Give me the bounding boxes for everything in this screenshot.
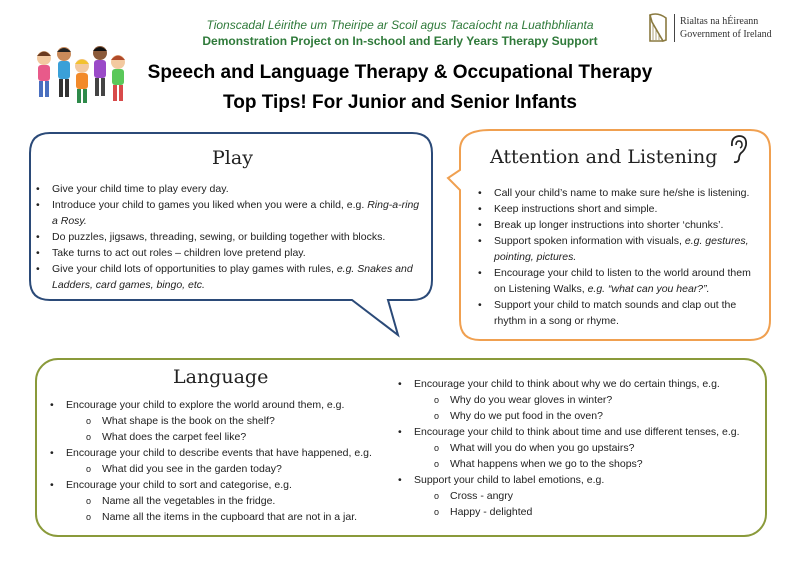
tip-text: Support your child to label emotions, e.g. xyxy=(414,474,605,486)
page-title: Speech and Language Therapy & Occupational Therapy xyxy=(147,62,653,83)
gaelic-project-line: Tionscadal Léirithe um Theiripe ar Scoil agus Tacaíocht na Luathbhlianta xyxy=(206,18,594,32)
example-item: o Name all the vegetables in the fridge. xyxy=(66,493,393,509)
tip-text: Call your child’s name to make sure he/she is listening. xyxy=(494,187,750,199)
tip-item xyxy=(476,233,761,265)
tip-item xyxy=(48,397,393,445)
language-left-list xyxy=(48,397,393,525)
tip-text: Take turns to act out roles – children love pretend play. xyxy=(52,247,306,259)
example-item: o Why do we put food in the oven? xyxy=(414,408,761,424)
ear-icon xyxy=(727,134,749,169)
gov-irish-name: Rialtas na hÉireann xyxy=(680,16,759,27)
tip-item xyxy=(48,477,393,525)
tip-text: Give your child time to play every day. xyxy=(52,183,229,195)
tip-text: Break up longer instructions into shorter ‘chunks’. xyxy=(494,219,724,231)
project-line: Demonstration Project on In-school and Early Years Therapy Support xyxy=(202,34,598,48)
example-item: o Name all the items in the cupboard that are not in a jar. xyxy=(66,509,393,525)
tip-item xyxy=(476,217,761,233)
tip-example: Ring-a-ring a Rosy. xyxy=(52,199,420,227)
example-item: o What will you do when you go upstairs? xyxy=(414,440,761,456)
page-subtitle: Top Tips! For Junior and Senior Infants xyxy=(223,92,577,113)
example-list xyxy=(66,493,393,525)
tip-item xyxy=(34,229,424,245)
attention-title: Attention and Listening xyxy=(490,146,718,168)
tip-text: Encourage your child to listen to the world around them on Listening Walks, xyxy=(494,267,751,295)
tip-text: Support spoken information with visuals, xyxy=(494,235,685,247)
play-title: Play xyxy=(212,147,253,169)
tip-item xyxy=(396,376,761,424)
example-item: o Happy - delighted xyxy=(414,504,761,520)
attention-tips-list xyxy=(476,185,761,329)
play-tips-list xyxy=(34,181,424,293)
tip-item xyxy=(396,472,761,520)
example-list xyxy=(66,413,393,445)
tip-text: Encourage your child to think about why we do certain things, e.g. xyxy=(414,378,720,390)
example-list xyxy=(414,392,761,424)
example-item: o What happens when we go to the shops? xyxy=(414,456,761,472)
tip-example: e.g. gestures, pointing, pictures. xyxy=(494,235,749,263)
tip-item xyxy=(476,201,761,217)
tip-item xyxy=(34,181,424,197)
gov-english-name: Government of Ireland xyxy=(680,29,772,40)
example-item: o What did you see in the garden today? xyxy=(66,461,393,477)
tip-item xyxy=(34,261,424,293)
example-list xyxy=(414,440,761,472)
example-item: o Cross - angry xyxy=(414,488,761,504)
tip-text: Introduce your child to games you liked when you were a child, e.g. xyxy=(52,199,368,211)
tip-text: Do puzzles, jigsaws, threading, sewing, or building together with blocks. xyxy=(52,231,386,243)
language-right-list xyxy=(396,376,761,520)
example-list xyxy=(66,461,393,477)
tip-example: e.g. Snakes and Ladders, card games, bingo, etc. xyxy=(52,263,413,291)
tip-text: Encourage your child to think about time and use different tenses, e.g. xyxy=(414,426,740,438)
language-title: Language xyxy=(173,366,269,388)
tip-item xyxy=(48,445,393,477)
tip-item xyxy=(34,245,424,261)
tip-text: Encourage your child to sort and categorise, e.g. xyxy=(66,479,292,491)
tip-example: e.g. “what can you hear?”. xyxy=(587,283,710,295)
example-item: o What shape is the book on the shelf? xyxy=(66,413,393,429)
tip-item xyxy=(34,197,424,229)
tip-item xyxy=(476,185,761,201)
tip-item xyxy=(396,424,761,472)
tip-text: Keep instructions short and simple. xyxy=(494,203,658,215)
tip-item xyxy=(476,265,761,297)
example-list xyxy=(414,488,761,520)
tip-text: Support your child to match sounds and clap out the rhythm in a song or rhyme. xyxy=(494,299,737,327)
tip-text: Encourage your child to explore the world around them, e.g. xyxy=(66,399,345,411)
example-item: o What does the carpet feel like? xyxy=(66,429,393,445)
tip-item xyxy=(476,297,761,329)
tip-text: Give your child lots of opportunities to play games with rules, xyxy=(52,263,337,275)
example-item: o Why do you wear gloves in winter? xyxy=(414,392,761,408)
tip-text: Encourage your child to describe events that have happened, e.g. xyxy=(66,447,372,459)
